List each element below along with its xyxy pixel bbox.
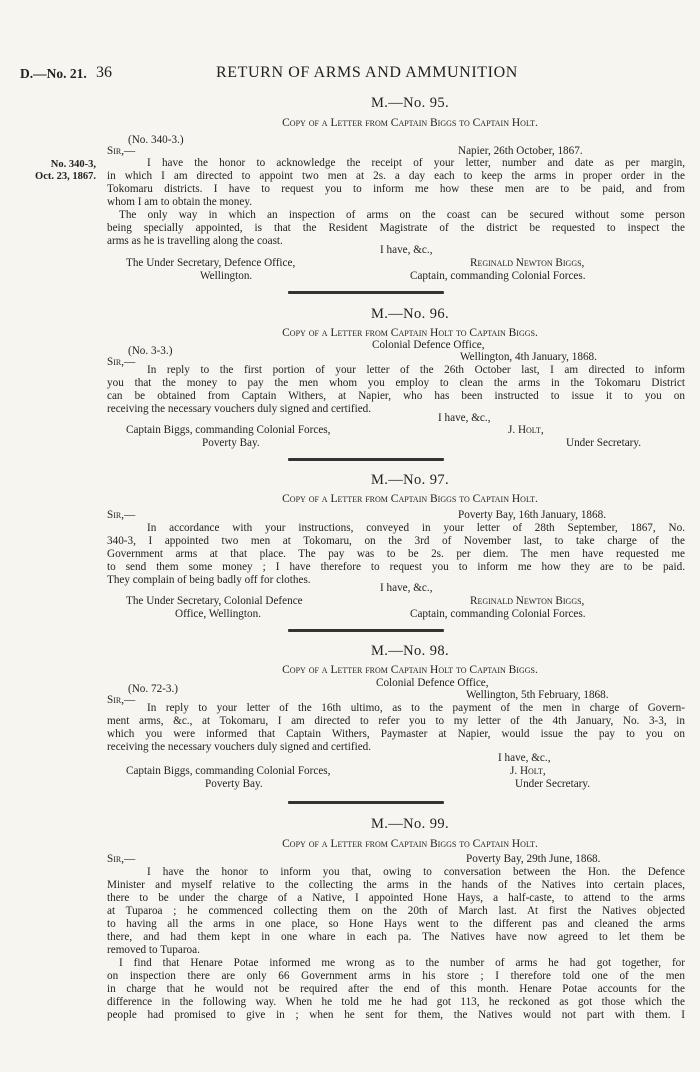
letter-95-line: in which I am directed to appoint two men at 2s. a day each to keep the arms in proper order in the bbox=[107, 170, 685, 182]
letter-98-addressee-place: Poverty Bay. bbox=[205, 778, 263, 790]
letter-99-line: on inspection there are only 66 Government arms in his store ; I therefore told one of the men bbox=[107, 970, 685, 982]
letter-97-line: 340-3, I appointed two men at Tokomaru, on the 3rd of November last, to take charge of the bbox=[107, 535, 685, 547]
letter-96-subtitle: Copy of a Letter from Captain Holt to Captain Biggs. bbox=[282, 327, 538, 339]
letter-99-subtitle: Copy of a Letter from Captain Biggs to Captain Holt. bbox=[282, 838, 538, 850]
letter-98-salutation: Sir,— bbox=[107, 694, 136, 706]
letter-99-line: removed to Tuparoa. bbox=[107, 944, 200, 956]
letter-99-heading: M.—No. 99. bbox=[370, 816, 450, 832]
letter-96-heading: M.—No. 96. bbox=[370, 306, 450, 322]
letter-96-line: receiving the necessary vouchers duly signed and certified. bbox=[107, 403, 372, 415]
letter-97-place-date: Poverty Bay, 16th January, 1868. bbox=[458, 509, 607, 521]
letter-95-closing: I have, &c., bbox=[380, 244, 433, 256]
letter-96-addressee-place: Poverty Bay. bbox=[202, 437, 260, 449]
letter-97-line: They complain of being badly off for clothes. bbox=[107, 574, 311, 586]
letter-98-signature: J. Holt, bbox=[510, 765, 546, 777]
letter-96-ref: (No. 3-3.) bbox=[128, 345, 173, 357]
letter-97-addressee-place: Office, Wellington. bbox=[175, 608, 261, 620]
letter-95-place-date: Napier, 26th October, 1867. bbox=[458, 145, 583, 157]
letter-96-office: Colonial Defence Office, bbox=[372, 339, 485, 351]
letter-95-signature-title: Captain, commanding Colonial Forces. bbox=[410, 270, 586, 282]
letter-98-addressee: Captain Biggs, commanding Colonial Forces, bbox=[126, 765, 331, 777]
letter-99-line: to having all the arms in one place, so Hone Hays went to the different pas and cleaned the arms bbox=[107, 918, 685, 930]
letter-98-signature-title: Under Secretary. bbox=[515, 778, 591, 790]
letter-99-line: I have the honor to inform you that, owing to conversation between the Hon. the Defence bbox=[147, 866, 685, 878]
letter-96-line: can be obtained from Captain Withers, at Napier, who has been instructed to issue it to you on bbox=[107, 390, 685, 402]
letter-98-ref: (No. 72-3.) bbox=[128, 683, 179, 695]
letter-95-line: whom I am to obtain the money. bbox=[107, 196, 252, 208]
letter-98-line: which you were informed that Captain Withers, Paymaster at Napier, would issue the pay to you on bbox=[107, 728, 685, 740]
letter-95-heading: M.—No. 95. bbox=[370, 95, 450, 111]
letter-98-line: receiving the necessary vouchers duly signed and certified. bbox=[107, 741, 372, 753]
letter-97-line: Government arms at that place. The pay was to be 2s. per diem. The men have requested me bbox=[107, 548, 685, 560]
letter-99-line: there to be under the charge of a Native, I appointed Hone Hays, a half-caste, to attend to the arms bbox=[107, 892, 685, 904]
letter-95-line: I have the honor to acknowledge the receipt of your letter, number and date as per margin, bbox=[147, 157, 685, 169]
letter-97-signature: Reginald Newton Biggs, bbox=[470, 595, 585, 607]
margin-note-ref: No. 340-3, bbox=[50, 159, 96, 170]
letter-95-signature: Reginald Newton Biggs, bbox=[470, 257, 585, 269]
letter-99-line: in charge that he would not be required after the end of this month. Henare Potae accounts for the bbox=[107, 983, 685, 995]
letter-96-line: you that the money to pay the men whom you employ to clean the arms in the Tokomaru District bbox=[107, 377, 685, 389]
letter-98-heading: M.—No. 98. bbox=[370, 643, 450, 659]
letter-96-signature-title: Under Secretary. bbox=[566, 437, 642, 449]
letter-97-closing: I have, &c., bbox=[380, 582, 433, 594]
letter-98-closing: I have, &c., bbox=[498, 752, 551, 764]
letter-95-subtitle: Copy of a Letter from Captain Biggs to Captain Holt. bbox=[282, 117, 538, 129]
letter-99-line: I find that Henare Potae informed me wrong as to the number of arms he had got together, for bbox=[119, 957, 685, 969]
letter-95-line: The only way in which an inspection of arms on the coast can be secured without some person bbox=[119, 209, 685, 221]
letter-99-line: at Tuparoa ; he commenced collecting them on the 20th of March last. At first the Natives objected bbox=[107, 905, 685, 917]
page-number: 36 bbox=[96, 64, 112, 81]
section-divider bbox=[288, 629, 444, 632]
letter-96-salutation: Sir,— bbox=[107, 356, 136, 368]
section-divider bbox=[288, 458, 444, 461]
letter-98-line: In reply to your letter of the 16th ultimo, as to the payment of the men in charge of Govern- bbox=[147, 702, 685, 714]
section-divider bbox=[288, 801, 444, 804]
letter-97-salutation: Sir,— bbox=[107, 509, 136, 521]
letter-97-addressee: The Under Secretary, Colonial Defence bbox=[126, 595, 303, 607]
letter-95-line: Tokomaru districts. I have to request you to inform me how these men are to be paid, and from bbox=[107, 183, 685, 195]
letter-99-salutation: Sir,— bbox=[107, 853, 136, 865]
letter-96-signature: J. Holt, bbox=[508, 424, 544, 436]
letter-95-salutation: Sir,— bbox=[107, 145, 136, 157]
letter-97-line: to send them some money ; I have therefore to request you to inform me how they are to be paid. bbox=[107, 561, 685, 573]
page-title: RETURN OF ARMS AND AMMUNITION bbox=[216, 64, 518, 81]
letter-98-subtitle: Copy of a Letter from Captain Holt to Captain Biggs. bbox=[282, 664, 538, 676]
letter-99-line: there, and had them kept in one whare in each pa. The Natives have now agreed to let them be bbox=[107, 931, 685, 943]
letter-96-place-date: Wellington, 4th January, 1868. bbox=[460, 351, 597, 363]
margin-note-date: Oct. 23, 1867. bbox=[35, 171, 96, 182]
letter-96-line: In reply to the first portion of your letter of the 26th October last, I am directed to inform bbox=[147, 364, 685, 376]
letter-99-line: people had promised to give in ; when he sent for them, the Natives would not part with them. I bbox=[107, 1009, 685, 1021]
letter-99-place-date: Poverty Bay, 29th June, 1868. bbox=[466, 853, 601, 865]
letter-97-subtitle: Copy of a Letter from Captain Biggs to Captain Holt. bbox=[282, 493, 538, 505]
document-reference: D.—No. 21. bbox=[20, 66, 87, 81]
letter-95-line: being specially appointed, is that the Resident Magistrate of the district be requested to inspect the bbox=[107, 222, 685, 234]
letter-99-line: difference in the following way. When he told me he had got 113, he reckoned as got those which the bbox=[107, 996, 685, 1008]
section-divider bbox=[288, 291, 444, 294]
letter-97-heading: M.—No. 97. bbox=[370, 472, 450, 488]
letter-95-addressee: The Under Secretary, Defence Office, bbox=[126, 257, 296, 269]
letter-96-addressee: Captain Biggs, commanding Colonial Forces, bbox=[126, 424, 331, 436]
letter-95-line: arms as he is travelling along the coast. bbox=[107, 235, 283, 247]
letter-95-ref: (No. 340-3.) bbox=[128, 134, 184, 146]
letter-96-closing: I have, &c., bbox=[438, 412, 491, 424]
letter-98-office: Colonial Defence Office, bbox=[376, 677, 489, 689]
letter-95-addressee-place: Wellington. bbox=[200, 270, 253, 282]
letter-97-signature-title: Captain, commanding Colonial Forces. bbox=[410, 608, 586, 620]
letter-98-place-date: Wellington, 5th February, 1868. bbox=[466, 689, 609, 701]
letter-97-line: In accordance with your instructions, conveyed in your letter of 28th September, 1867, No. bbox=[147, 522, 685, 534]
letter-98-line: ment arms, &c., at Tokomaru, I am directed to refer you to my letter of the 4th January, No. 3-3, in bbox=[107, 715, 685, 727]
letter-99-line: Minister and myself relative to the collecting the arms in the hands of the Natives into certain places, bbox=[107, 879, 685, 891]
